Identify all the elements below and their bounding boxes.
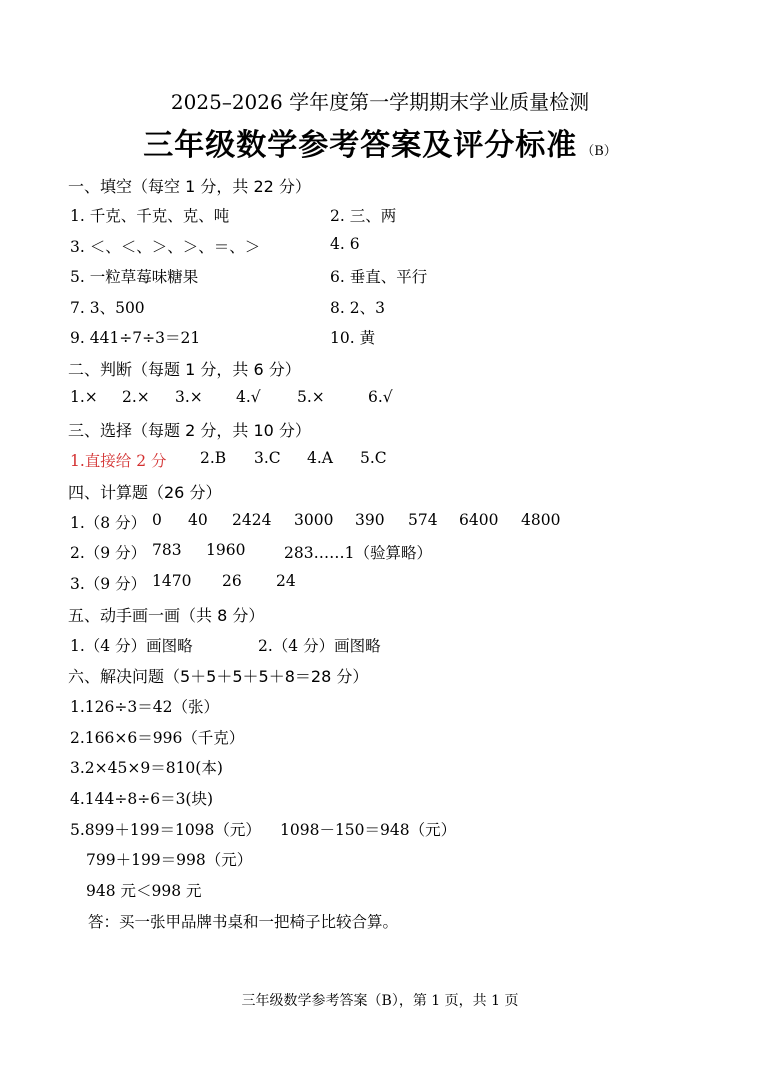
section-heading-fill-in: 一、填空（每空 1 分，共 22 分） <box>68 177 311 196</box>
answer-item: 2. 三、两 <box>330 207 397 225</box>
calc-label: 1.（8 分） <box>70 514 147 532</box>
calc-value: 4800 <box>521 511 561 529</box>
document-heading <box>0 120 760 164</box>
section-heading-true-false: 二、判断（每题 1 分，共 6 分） <box>68 360 301 379</box>
answer-item: 6. 垂直、平行 <box>330 268 428 286</box>
calc-value: 1470 <box>152 572 192 590</box>
section-heading-calculation: 四、计算题（26 分） <box>68 483 222 502</box>
answer-item: 799＋199＝998（元） <box>86 851 253 869</box>
answer-item: 10. 黄 <box>330 329 376 347</box>
calc-label: 3.（9 分） <box>70 575 147 593</box>
calc-value: 283……1（验算略） <box>284 544 432 562</box>
calc-value: 783 <box>152 541 182 559</box>
version-label: （B） <box>581 144 617 159</box>
answer-item: 4. 6 <box>330 235 360 253</box>
answer-item: 9. 441÷7÷3＝21 <box>70 329 201 347</box>
section-heading-drawing: 五、动手画一画（共 8 分） <box>68 606 265 625</box>
final-answer: 答：买一张甲品牌书桌和一把椅子比较合算。 <box>88 913 399 931</box>
calc-value: 2424 <box>232 511 272 529</box>
calc-value: 390 <box>355 511 385 529</box>
page-subtitle: 三年级数学参考答案及评分标准 <box>143 128 578 163</box>
answer-item: 4.A <box>307 449 333 467</box>
answer-item: 2.B <box>200 449 227 467</box>
calc-label: 2.（9 分） <box>70 544 147 562</box>
calc-value: 3000 <box>294 511 334 529</box>
answer-item: 2.× <box>122 388 150 406</box>
answer-item: 3. ＜、＜、＞、＞、＝、＞ <box>70 238 261 256</box>
answer-item: 1.126÷3＝42（张） <box>70 698 219 716</box>
page-title: 2025–2026 学年度第一学期期末学业质量检测 <box>170 90 590 114</box>
section-heading-multiple-choice: 三、选择（每题 2 分，共 10 分） <box>68 421 311 440</box>
calc-value: 0 <box>152 511 162 529</box>
answer-item: 2.166×6＝996（千克） <box>70 729 245 747</box>
answer-item: 5.C <box>360 449 387 467</box>
answer-item: 6.√ <box>368 388 393 406</box>
answer-item: 8. 2、3 <box>330 299 385 317</box>
answer-item: 948 元＜998 元 <box>86 882 202 900</box>
calc-value: 26 <box>222 572 242 590</box>
answer-item: 1.× <box>70 388 98 406</box>
answer-item: 2.（4 分）画图略 <box>258 637 381 655</box>
answer-item: 1.（4 分）画图略 <box>70 637 193 655</box>
answer-item: 5. 一粒草莓味糖果 <box>70 268 199 286</box>
answer-item: 5.× <box>297 388 325 406</box>
answer-item: 3.× <box>175 388 203 406</box>
calc-value: 6400 <box>459 511 499 529</box>
answer-item: 3.C <box>254 449 281 467</box>
answer-item: 1. 千克、千克、克、吨 <box>70 207 230 225</box>
answer-item: 5.899＋199＝1098（元） <box>70 821 261 839</box>
answer-item: 3.2×45×9＝810(本) <box>70 759 223 777</box>
answer-item-highlighted: 1.直接给 2 分 <box>70 452 167 470</box>
section-heading-word-problems: 六、解决问题（5＋5＋5＋5＋8＝28 分） <box>68 667 369 686</box>
calc-value: 574 <box>408 511 438 529</box>
answer-item: 4.144÷8÷6＝3(块) <box>70 790 214 808</box>
calc-value: 1960 <box>206 541 246 559</box>
page-footer: 三年级数学参考答案（B），第 1 页，共 1 页 <box>241 993 519 1009</box>
answer-item: 7. 3、500 <box>70 299 145 317</box>
answer-item: 4.√ <box>236 388 261 406</box>
answer-item: 1098－150＝948（元） <box>280 821 457 839</box>
calc-value: 24 <box>276 572 296 590</box>
calc-value: 40 <box>188 511 208 529</box>
